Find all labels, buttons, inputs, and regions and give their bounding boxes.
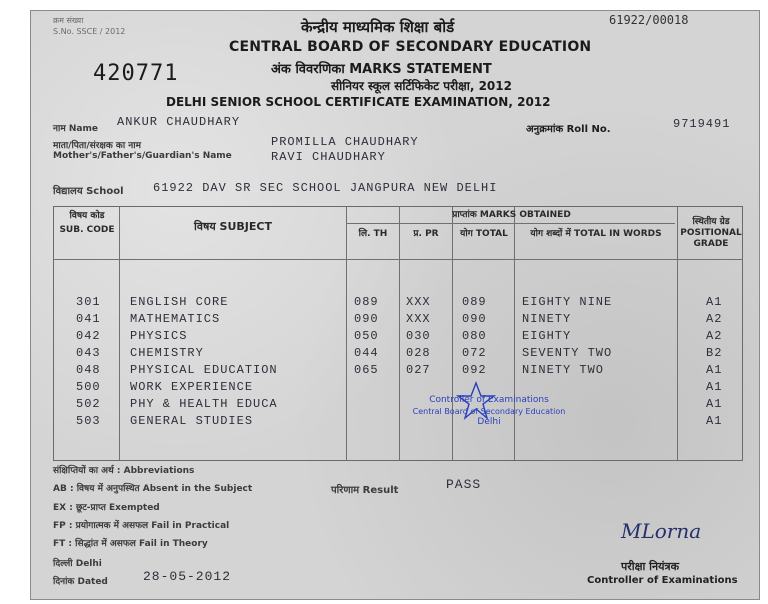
marks-theory: 090 [354,312,379,326]
subject-name: CHEMISTRY [130,346,204,360]
serial-label-hindi: क्रम संख्या [53,16,84,25]
col-code-header: SUB. CODE [59,225,115,235]
board-name-hindi: केन्द्रीय माध्यमिक शिक्षा बोर्ड [301,18,455,36]
subject-code: 500 [76,380,101,394]
subject-code: 042 [76,329,101,343]
positional-grade: A2 [706,312,723,326]
place-label: दिल्ली Delhi [53,559,102,569]
subject-name: PHYSICS [130,329,188,343]
roll-label: अनुक्रमांक Roll No. [526,124,611,135]
star-stamp-icon [456,381,496,421]
serial-label: S.No. SSCE / 2012 [53,27,126,36]
marks-practical: 028 [406,346,431,360]
abbr-absent: AB : विषय में अनुपस्थित Absent in the Subject [53,484,253,494]
positional-grade: B2 [706,346,723,360]
marks-practical: XXX [406,295,431,309]
marks-total: 072 [462,346,487,360]
stamp-line-2: Central Board of Secondary Education [412,407,566,416]
marks-table [53,206,743,461]
col-words-header: योग शब्दों में TOTAL IN WORDS [530,229,662,239]
subject-name: ENGLISH CORE [130,295,229,309]
subject-code: 502 [76,397,101,411]
marks-obtained-header: प्राप्तांक MARKS OBTAINED [452,210,571,220]
controller-signature: MLorna [621,519,702,543]
total-in-words: SEVENTY TWO [522,346,613,360]
subject-name: MATHEMATICS [130,312,221,326]
controller-title-hindi: परीक्षा नियंत्रक [621,560,680,573]
controller-title: Controller of Examinations [587,575,738,586]
date-label: दिनांक Dated [53,577,108,587]
subject-name: WORK EXPERIENCE [130,380,254,394]
subject-code: 041 [76,312,101,326]
document-number: 61922/00018 [609,13,689,27]
roll-number: 9719491 [673,117,731,131]
marks-total: 089 [462,295,487,309]
mother-name: PROMILLA CHAUDHARY [271,135,419,149]
marks-total: 080 [462,329,487,343]
stamp-line-1: Controller of Examinations [429,395,549,405]
serial-number: 420771 [93,61,179,86]
marks-theory: 044 [354,346,379,360]
subject-code: 301 [76,295,101,309]
total-in-words: EIGHTY [522,329,572,343]
marks-total: 092 [462,363,487,377]
abbr-fail-practical: FP : प्रयोगात्मक में असफल Fail in Practical [53,521,230,531]
col-total-header: योग TOTAL [460,229,508,239]
subject-name: PHY & HEALTH EDUCA [130,397,278,411]
abbr-exempted: EX : छूट-प्राप्त Exempted [53,503,160,513]
total-in-words: NINETY TWO [522,363,605,377]
positional-grade: A1 [706,380,723,394]
marks-practical: XXX [406,312,431,326]
subject-code: 043 [76,346,101,360]
marks-theory: 065 [354,363,379,377]
result-label: परिणाम Result [331,485,399,496]
subject-code: 048 [76,363,101,377]
guardian-label: Mother's/Father's/Guardian's Name [53,151,232,161]
exam-title: DELHI SENIOR SCHOOL CERTIFICATE EXAMINATION, 2012 [166,95,551,109]
exam-title-hindi: सीनियर स्कूल सर्टिफिकेट परीक्षा, 2012 [331,79,512,93]
col-subject-header: विषय SUBJECT [194,220,272,233]
col-th-header: लि. TH [358,229,388,239]
positional-grade: A1 [706,363,723,377]
marks-practical: 027 [406,363,431,377]
guardian-label-hindi: माता/पिता/संरक्षक का नाम [53,141,142,151]
total-in-words: EIGHTY NINE [522,295,613,309]
marks-total: 090 [462,312,487,326]
col-pr-header: प्र. PR [413,229,439,239]
positional-grade: A2 [706,329,723,343]
subject-name: PHYSICAL EDUCATION [130,363,278,377]
abbreviations-heading: संक्षिप्तियों का अर्थ : Abbreviations [53,466,195,476]
subject-code: 503 [76,414,101,428]
marks-statement-document [30,10,760,600]
student-name: ANKUR CHAUDHARY [117,115,241,129]
abbr-fail-theory: FT : सिद्धांत में असफल Fail in Theory [53,539,208,549]
marks-theory: 050 [354,329,379,343]
marks-theory: 089 [354,295,379,309]
positional-grade: A1 [706,397,723,411]
marks-practical: 030 [406,329,431,343]
stamp-line-3: Delhi [477,417,501,427]
result-value: PASS [446,477,482,492]
subject-name: GENERAL STUDIES [130,414,254,428]
date-value: 28-05-2012 [143,569,232,584]
school-name: 61922 DAV SR SEC SCHOOL JANGPURA NEW DELHI [153,181,498,195]
controller-stamp [394,395,584,428]
positional-grade: A1 [706,414,723,428]
col-code-hindi: विषय कोड [69,211,105,221]
school-label: विद्यालय School [53,186,124,197]
board-name: CENTRAL BOARD OF SECONDARY EDUCATION [229,39,592,55]
statement-title: अंक विवरणिका MARKS STATEMENT [271,62,492,77]
name-label: नाम Name [53,124,98,134]
total-in-words: NINETY [522,312,572,326]
positional-grade: A1 [706,295,723,309]
col-grade-header: स्थितीय ग्रेड POSITIONAL GRADE [680,217,742,249]
father-name: RAVI CHAUDHARY [271,150,386,164]
